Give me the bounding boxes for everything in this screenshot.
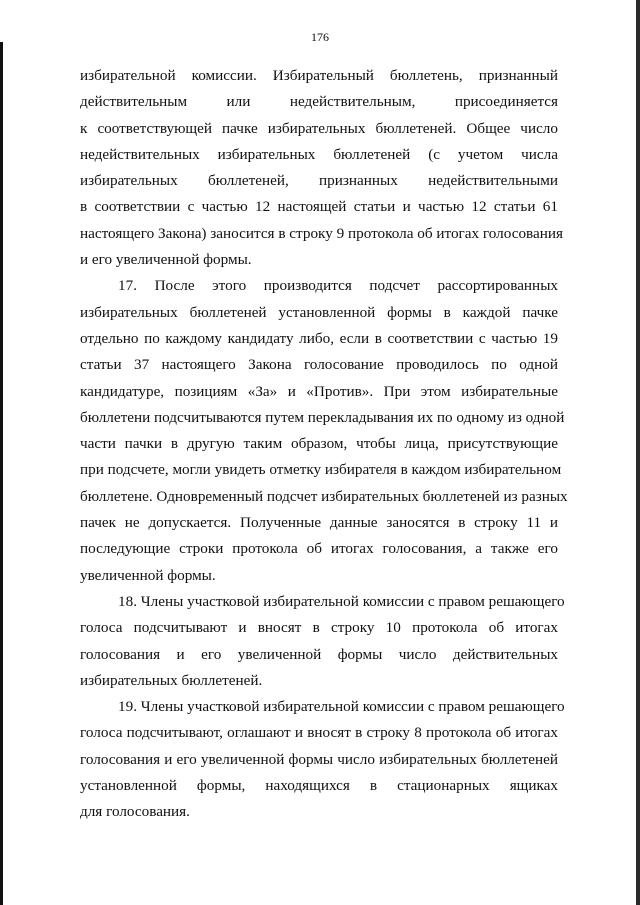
text-line: к соответствующей пачке избирательных бюллетеней. Общее число <box>80 119 558 137</box>
text-line: избирательных бюллетеней, признанных недействительными <box>80 172 558 190</box>
text-line: 17. После этого производится подсчет рассортированных <box>118 277 558 295</box>
text-line: недействительных избирательных бюллетеней (с учетом числа <box>80 145 558 163</box>
text-line: при подсчете, могли увидеть отметку избирателя в каждом избирательном <box>80 461 562 479</box>
text-line: голоса подсчитывают, оглашают и вносят в строку 8 протокола об итогах <box>80 724 558 742</box>
text-line: избирательных бюллетеней. <box>80 671 263 689</box>
scan-edge-left <box>0 42 3 905</box>
text-line: и его увеличенной формы. <box>80 251 252 269</box>
text-line: части пачки в другую таким образом, чтобы лица, присутствующие <box>80 435 558 453</box>
document-body <box>80 63 568 826</box>
text-line: настоящего Закона) заносится в строку 9 протокола об итогах голосования <box>80 224 563 242</box>
text-line: отдельно по каждому кандидату либо, если в соответствии с частью 19 <box>80 329 558 347</box>
text-line: действительным или недействительным, присоединяется <box>80 93 558 111</box>
text-line: избирательных бюллетеней установленной формы в каждой пачке <box>80 303 558 321</box>
text-line: статьи 37 настоящего Закона голосование проводилось по одной <box>80 356 558 374</box>
text-line: бюллетени подсчитываются путем перекладывания их по одному из одной <box>80 408 565 426</box>
text-line: голоса подсчитывают и вносят в строку 10 протокола об итогах <box>80 619 558 637</box>
text-line: голосования и его увеличенной формы число действительных <box>80 645 558 663</box>
scan-edge-right <box>636 0 640 905</box>
text-line: установленной формы, находящихся в стационарных ящиках <box>80 777 558 795</box>
text-line: голосования и его увеличенной формы число избирательных бюллетеней <box>80 750 558 768</box>
text-line: кандидатуре, позициям «За» и «Против». При этом избирательные <box>80 382 558 400</box>
text-line: пачек не допускается. Полученные данные заносятся в строку 11 и <box>80 514 558 532</box>
text-line: избирательной комиссии. Избирательный бюллетень, признанный <box>80 67 558 84</box>
text-line: бюллетене. Одновременный подсчет избирательных бюллетеней из разных <box>80 487 568 505</box>
text-line: для голосования. <box>80 803 190 821</box>
text-line: в соответствии с частью 12 настоящей статьи и частью 12 статьи 61 <box>80 198 558 216</box>
text-line: последующие строки протокола об итогах голосования, а также его <box>80 540 558 558</box>
text-line: 19. Члены участковой избирательной комиссии с правом решающего <box>118 698 565 716</box>
page-number: 176 <box>311 30 329 44</box>
text-line: увеличенной формы. <box>80 566 216 584</box>
text-line: 18. Члены участковой избирательной комиссии с правом решающего <box>118 592 565 610</box>
